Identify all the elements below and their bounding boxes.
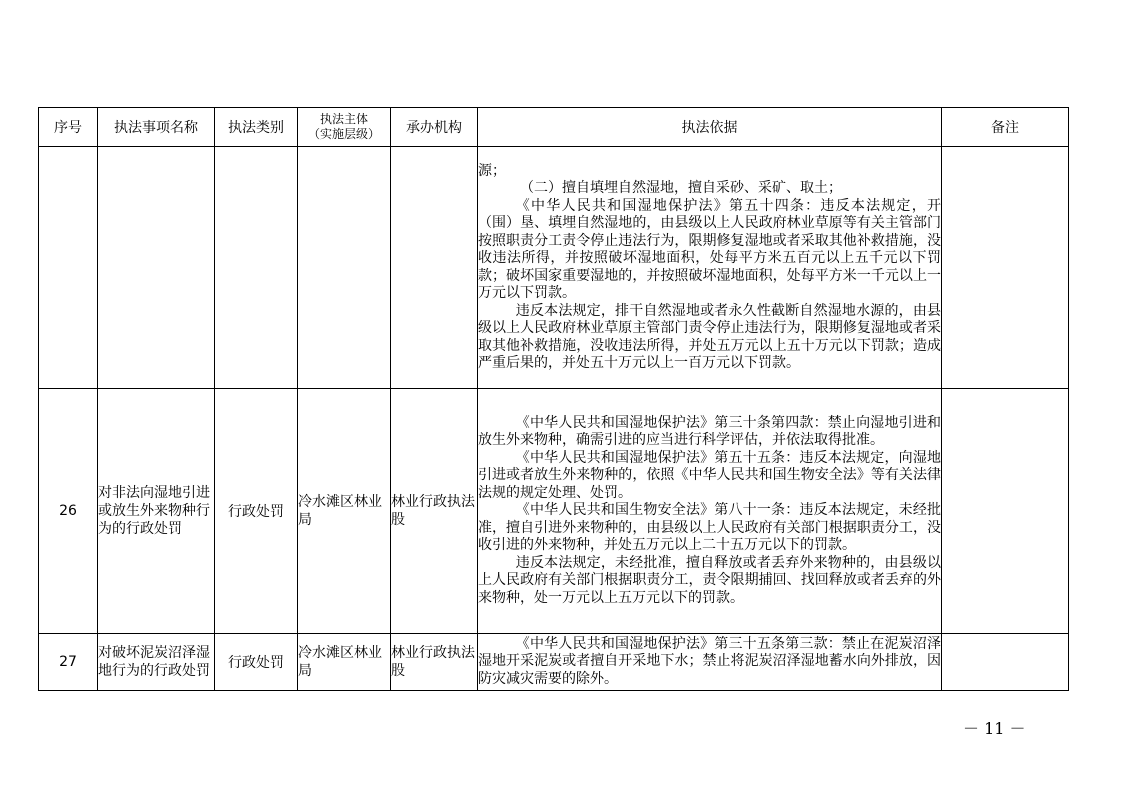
basis-paragraph: 《中华人民共和国湿地保护法》第三十条第四款：禁止向湿地引进和放生外来物种，确需引进的应当进行科学评估，并依法取得批准。 (478, 414, 941, 449)
header-subject-line1: 执法主体 (319, 112, 368, 126)
cell-category: 行政处罚 (215, 634, 298, 691)
header-category: 执法类别 (215, 108, 298, 147)
table-row (39, 634, 1069, 691)
basis-paragraph: 《中华人民共和国生物安全法》第八十一条：违反本法规定，未经批准，擅自引进外来物种的，由县级以上人民政府有关部门根据职责分工，没收引进的外来物种，并处五万元以上二十五万元以下的罚款。 (478, 502, 941, 554)
header-seq: 序号 (39, 108, 98, 147)
enforcement-table (38, 107, 1069, 691)
page-number: － 11 － (963, 719, 1026, 738)
cell-seq (39, 147, 98, 389)
cell-agency: 林业行政执法股 (391, 389, 478, 634)
header-agency: 承办机构 (391, 108, 478, 147)
header-remark: 备注 (942, 108, 1069, 147)
cell-agency (391, 147, 478, 389)
cell-remark (942, 389, 1069, 634)
basis-paragraph: 《中华人民共和国湿地保护法》第五十五条：违反本法规定，向湿地引进或者放生外来物种的，依照《中华人民共和国生物安全法》等有关法律法规的规定处理、处罚。 (478, 449, 941, 501)
basis-paragraph: 《中华人民共和国湿地保护法》第五十四条：违反本法规定，开（围）垦、填埋自然湿地的，由县级以上人民政府林业草原等有关主管部门按照职责分工责令停止违法行为，限期修复湿地或者采取其他补救措施，没收违法所得，并按照破坏湿地面积，处每平方米五百元以上五千元以下罚款；破坏国家重要湿地的，并按照破坏湿地面积，处每平方米一千元以上一万元以下罚款。 (478, 197, 941, 301)
cell-seq: 26 (39, 389, 98, 634)
cell-remark (942, 147, 1069, 389)
cell-remark (942, 634, 1069, 691)
header-subject-line2: （实施层级） (307, 127, 380, 141)
basis-paragraph: 违反本法规定，排干自然湿地或者永久性截断自然湿地水源的，由县级以上人民政府林业草原主管部门责令停止违法行为，限期修复湿地或者采取其他补救措施，没收违法所得，并处五万元以上五十万元以下罚款；造成严重后果的，并处五十万元以上一百万元以下罚款。 (478, 302, 941, 371)
header-item: 执法事项名称 (98, 108, 215, 147)
cell-basis (478, 389, 942, 634)
basis-paragraph: 《中华人民共和国湿地保护法》第三十五条第三款：禁止在泥炭沼泽湿地开采泥炭或者擅自开采地下水；禁止将泥炭沼泽湿地蓄水向外排放，因防灾减灾需要的除外。 (478, 635, 941, 687)
cell-item: 对破坏泥炭沼泽湿地行为的行政处罚 (98, 634, 215, 691)
basis-paragraph: （二）擅自填埋自然湿地，擅自采砂、采矿、取土； (520, 180, 842, 196)
cell-basis (478, 634, 942, 691)
table-row (39, 147, 1069, 389)
basis-paragraph: 源； (478, 162, 506, 179)
cell-item (98, 147, 215, 389)
cell-basis (478, 147, 942, 389)
table-row (39, 389, 1069, 634)
header-basis: 执法依据 (478, 108, 942, 147)
cell-agency: 林业行政执法股 (391, 634, 478, 691)
cell-category: 行政处罚 (215, 389, 298, 634)
cell-subject: 冷水滩区林业局 (298, 634, 391, 691)
cell-category (215, 147, 298, 389)
cell-seq: 27 (39, 634, 98, 691)
basis-paragraph: 违反本法规定，未经批准，擅自释放或者丢弃外来物种的，由县级以上人民政府有关部门根据职责分工，责令限期捕回、找回释放或者丢弃的外来物种，处一万元以上五万元以下的罚款。 (478, 554, 941, 606)
cell-subject (298, 147, 391, 389)
cell-subject: 冷水滩区林业局 (298, 389, 391, 634)
header-subject (298, 108, 391, 147)
cell-item: 对非法向湿地引进或放生外来物种行为的行政处罚 (98, 389, 215, 634)
header-row (39, 108, 1069, 147)
